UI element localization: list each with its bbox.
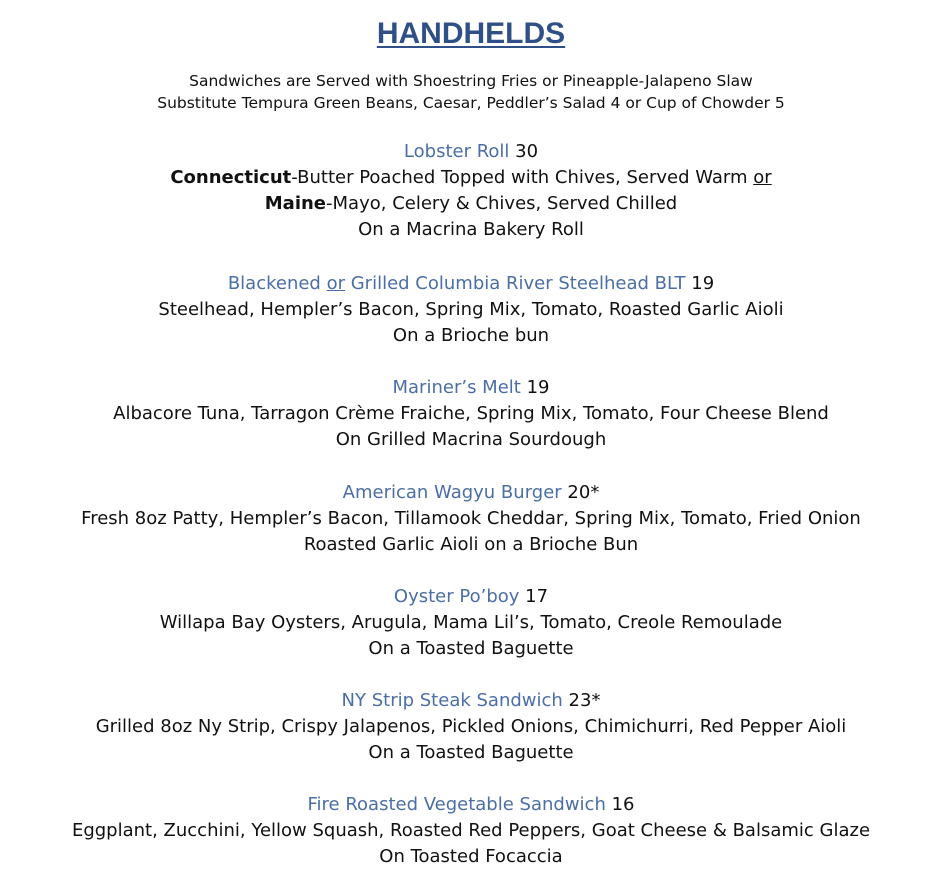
item-price: 20* [567, 482, 600, 503]
item-name [228, 273, 686, 294]
style-label-connecticut: Connecticut [170, 167, 292, 188]
item-name: Lobster Roll [403, 141, 510, 162]
section-intro [0, 70, 942, 114]
maine-description: -Mayo, Celery & Chives, Served Chilled [326, 193, 678, 214]
item-description-connecticut [0, 165, 942, 191]
item-price: 16 [611, 794, 635, 815]
item-bread: On Grilled Macrina Sourdough [335, 429, 607, 450]
item-heading [0, 584, 942, 610]
menu-item-vegetable-sandwich [0, 792, 942, 870]
menu-item-lobster-roll [0, 139, 942, 243]
item-price: 17 [525, 586, 549, 607]
item-name: Fire Roasted Vegetable Sandwich [307, 794, 606, 815]
item-name: Mariner’s Melt [392, 377, 521, 398]
or-text: or [753, 167, 772, 188]
connecticut-description: -Butter Poached Topped with Chives, Served Warm [291, 167, 754, 188]
item-description: Steelhead, Hempler’s Bacon, Spring Mix, Tomato, Roasted Garlic Aioli [158, 299, 784, 320]
item-description-maine [0, 191, 942, 217]
item-name-part-2: Grilled Columbia River Steelhead BLT [345, 273, 686, 294]
item-bread: On a Brioche bun [392, 325, 550, 346]
or-text: or [326, 273, 345, 294]
item-description: Willapa Bay Oysters, Arugula, Mama Lil’s, Tomato, Creole Remoulade [159, 612, 783, 633]
item-description-continued: Roasted Garlic Aioli on a Brioche Bun [303, 534, 639, 555]
item-heading [0, 139, 942, 165]
item-heading [0, 688, 942, 714]
item-price: 19 [526, 377, 550, 398]
menu-item-mariners-melt [0, 375, 942, 453]
item-price: 30 [515, 141, 539, 162]
item-bread: On a Toasted Baguette [368, 638, 574, 659]
item-name: NY Strip Steak Sandwich [341, 690, 563, 711]
item-name: American Wagyu Burger [342, 482, 562, 503]
item-price: 23* [568, 690, 601, 711]
item-name-part-1: Blackened [227, 273, 327, 294]
intro-substitute-line: Substitute Tempura Green Beans, Caesar, Peddler’s Salad 4 or Cup of Chowder 5 [157, 94, 785, 112]
item-heading [0, 375, 942, 401]
item-bread: On a Toasted Baguette [368, 742, 574, 763]
item-name: Oyster Po’boy [393, 586, 520, 607]
style-label-maine: Maine [264, 193, 327, 214]
item-price: 19 [691, 273, 715, 294]
item-heading [0, 480, 942, 506]
item-description: Fresh 8oz Patty, Hempler’s Bacon, Tillamook Cheddar, Spring Mix, Tomato, Fried Onion [81, 508, 861, 529]
section-title: HANDHELDS [376, 17, 566, 50]
item-heading [0, 792, 942, 818]
item-bread: On a Macrina Bakery Roll [358, 219, 584, 240]
item-description: Grilled 8oz Ny Strip, Crispy Jalapenos, Pickled Onions, Chimichurri, Red Pepper Aioli [95, 716, 847, 737]
menu-item-ny-strip-sandwich [0, 688, 942, 766]
item-description: Albacore Tuna, Tarragon Crème Fraiche, Spring Mix, Tomato, Four Cheese Blend [113, 403, 829, 424]
menu-item-steelhead-blt [0, 271, 942, 349]
menu-item-oyster-poboy [0, 584, 942, 662]
item-description: Eggplant, Zucchini, Yellow Squash, Roasted Red Peppers, Goat Cheese & Balsamic Glaze [71, 820, 871, 841]
item-heading [0, 271, 942, 297]
intro-sides-line: Sandwiches are Served with Shoestring Fries or Pineapple-Jalapeno Slaw [189, 72, 753, 90]
menu-item-wagyu-burger [0, 480, 942, 558]
item-bread: On Toasted Focaccia [379, 846, 563, 867]
